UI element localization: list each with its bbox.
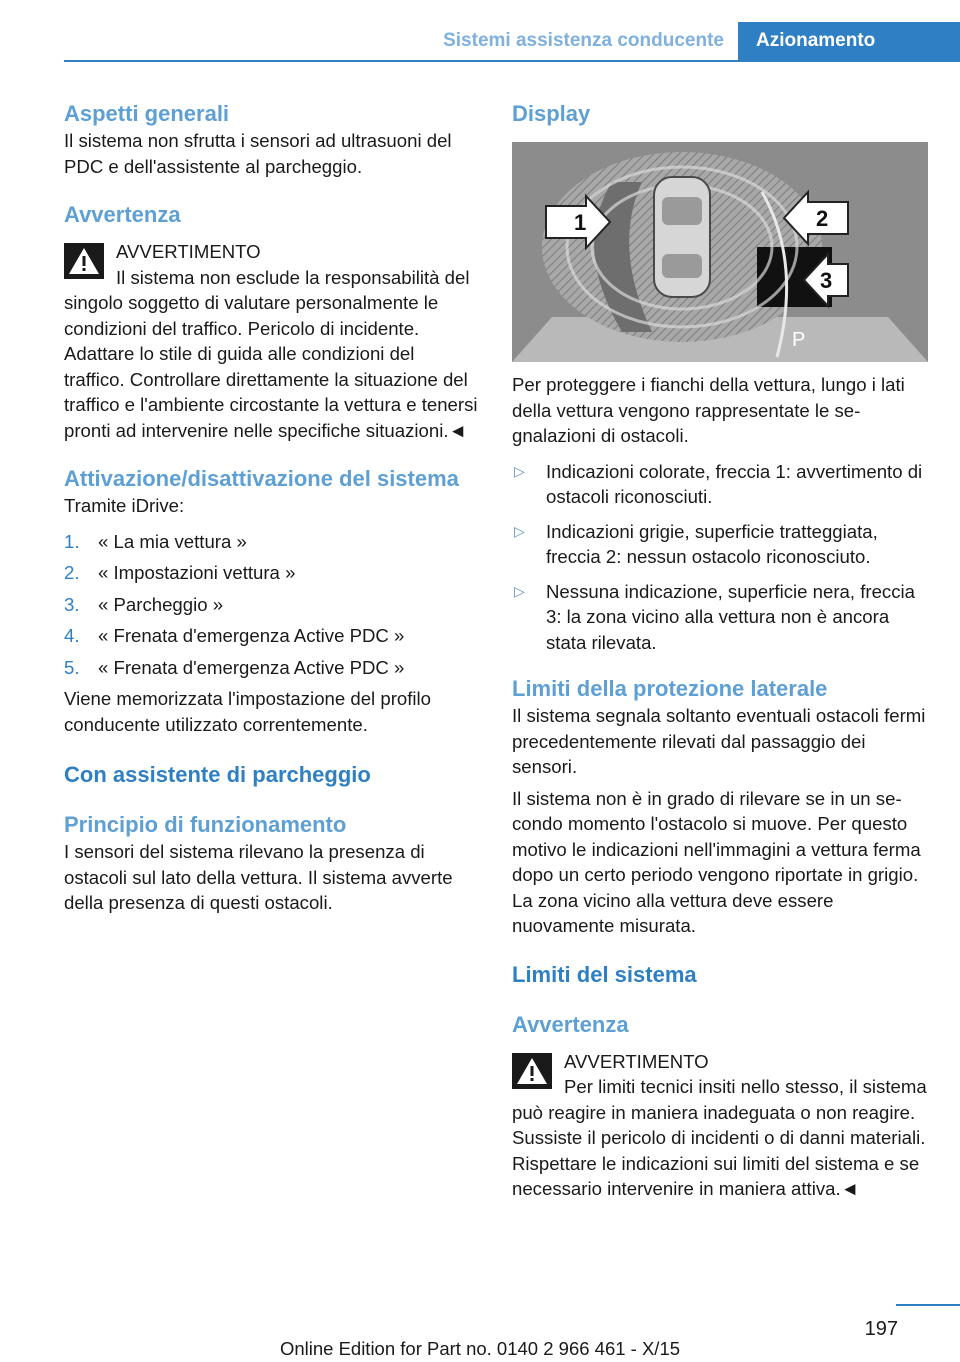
- paragraph-limits-2: Il sistema non è in grado di rilevare se in un secondo momento l'ostacolo si muove. Per questo motivo le indicazioni nell'immagini a vettura ferma dopo un certo periodo vengono riportate in grigio. La zona vicino alla vettura deve essere nuovamente misurata.: [512, 787, 921, 936]
- header-section-title: Sistemi assistenza conducente: [443, 30, 724, 51]
- heading-warning: Avvertenza: [64, 202, 181, 227]
- step-text: « La mia vettura »: [98, 530, 247, 552]
- left-column: [64, 100, 480, 916]
- step-text: « Impostazioni vettura »: [98, 562, 296, 583]
- figure-parking-letter: P: [792, 329, 806, 351]
- triangle-bullet-icon: ▷: [514, 462, 525, 479]
- list-item: [512, 519, 928, 570]
- edition-footer: Online Edition for Part no. 0140 2 966 461 - X/15: [279, 1338, 681, 1359]
- warning-block: [64, 239, 480, 443]
- page-header: [64, 22, 960, 62]
- list-item: [64, 655, 480, 681]
- heading-limits-system: Limiti del sistema: [512, 961, 697, 987]
- warning-block-2: [512, 1049, 928, 1202]
- indications-list: [512, 459, 928, 656]
- heading-principle: Principio di funzionamento: [64, 812, 347, 837]
- warning-triangle-icon: [64, 243, 104, 279]
- warning-triangle-icon: [512, 1053, 552, 1089]
- warning-text-2-span: Per limiti tecnici insiti nello stesso, il sistema può reagire in maniera inadeguata o non reagire. Sussiste il pericolo di incidenti o di danni materiali. Rispettare le indicazioni sui limiti del sistema e se necessario intervenire in maniera attiva.◄: [512, 1076, 927, 1199]
- heading-activation: Attivazione/disattivazione del sistema: [64, 466, 459, 491]
- heading-general: Aspetti generali: [64, 101, 230, 126]
- right-column: [512, 100, 928, 1202]
- paragraph-idrive: Tramite iDrive:: [64, 495, 185, 516]
- bullet-text: Indicazioni colorate, freccia 1: avvertimento di ostacoli riconosciuti.: [546, 460, 923, 507]
- paragraph-display: Per proteggere i fianchi della vettura, lungo i lati della vettura vengono rappresentate le segnalazioni di ostacoli.: [512, 374, 905, 446]
- step-text: « Frenata d'emergenza Active PDC »: [98, 625, 405, 646]
- triangle-bullet-icon: ▷: [514, 522, 525, 539]
- step-text: « Parcheggio »: [98, 593, 224, 615]
- list-item: [64, 529, 480, 555]
- heading-limits-lateral: Limiti della protezione laterale: [512, 676, 828, 701]
- display-figure: [512, 142, 928, 362]
- list-item: [64, 560, 480, 586]
- bullet-text: Indicazioni grigie, superficie tratteggiata, freccia 2: nessun ostacolo riconosciuto.: [546, 520, 878, 567]
- warning-text-span: Il sistema non esclude la responsabilità del singolo soggetto di valutare personalmente le condizioni del traffico. Pericolo di incidente. Adattare lo stile di guida alle condizioni del traffico. Controllare direttamente la situazione del traffico e l'ambiente circostante la vettura e tenersi pronti ad intervenire nelle specifiche situazioni.◄: [64, 266, 478, 441]
- header-chapter-tab: Azionamento: [738, 22, 960, 62]
- heading-display: Display: [512, 101, 591, 126]
- page-number: 197: [864, 1318, 898, 1340]
- figure-label-3: 3: [820, 268, 833, 293]
- step-number: 2.: [64, 562, 80, 583]
- list-item: [512, 459, 928, 510]
- warning-label: AVVERTIMENTO: [116, 241, 261, 262]
- paragraph-limits-1: Il sistema segnala soltanto eventuali ostacoli fermi precedentemente rilevati dal passaggio dei sensori.: [512, 705, 926, 777]
- step-number: 5.: [64, 656, 80, 678]
- heading-assist: Con assistente di parcheggio: [64, 762, 371, 787]
- paragraph-general: Il sistema non sfrutta i sensori ad ultrasuoni del PDC e dell'assistente al parcheggio.: [64, 130, 452, 177]
- steps-list: [64, 529, 480, 681]
- step-number: 4.: [64, 625, 80, 646]
- list-item: [512, 579, 928, 656]
- step-number: 3.: [64, 593, 80, 615]
- step-text: « Frenata d'emergenza Active PDC »: [98, 656, 405, 678]
- footer-rule: [896, 1304, 960, 1306]
- bullet-text: Nessuna indicazione, superficie nera, freccia 3: la zona vicino alla vettura non è ancora stata rilevata.: [546, 580, 915, 653]
- figure-label-1: 1: [574, 210, 587, 235]
- paragraph-principle: I sensori del sistema rilevano la presenza di ostacoli sul lato della vettura. Il sistema avverte della presenza di questi ostacoli.: [64, 841, 453, 913]
- warning-label-2: AVVERTIMENTO: [564, 1050, 709, 1072]
- warning-text-2: [512, 1074, 928, 1202]
- list-item: [64, 623, 480, 649]
- step-number: 1.: [64, 530, 80, 552]
- figure-label-2: 2: [816, 206, 829, 231]
- paragraph-profile: Viene memorizzata l'impostazione del profilo conducente utilizzato correntemente.: [64, 688, 431, 735]
- warning-text: [64, 265, 480, 444]
- triangle-bullet-icon: ▷: [514, 582, 525, 599]
- pdc-display-illustration: [512, 142, 928, 362]
- list-item: [64, 592, 480, 618]
- heading-warning-2: Avvertenza: [512, 1011, 629, 1037]
